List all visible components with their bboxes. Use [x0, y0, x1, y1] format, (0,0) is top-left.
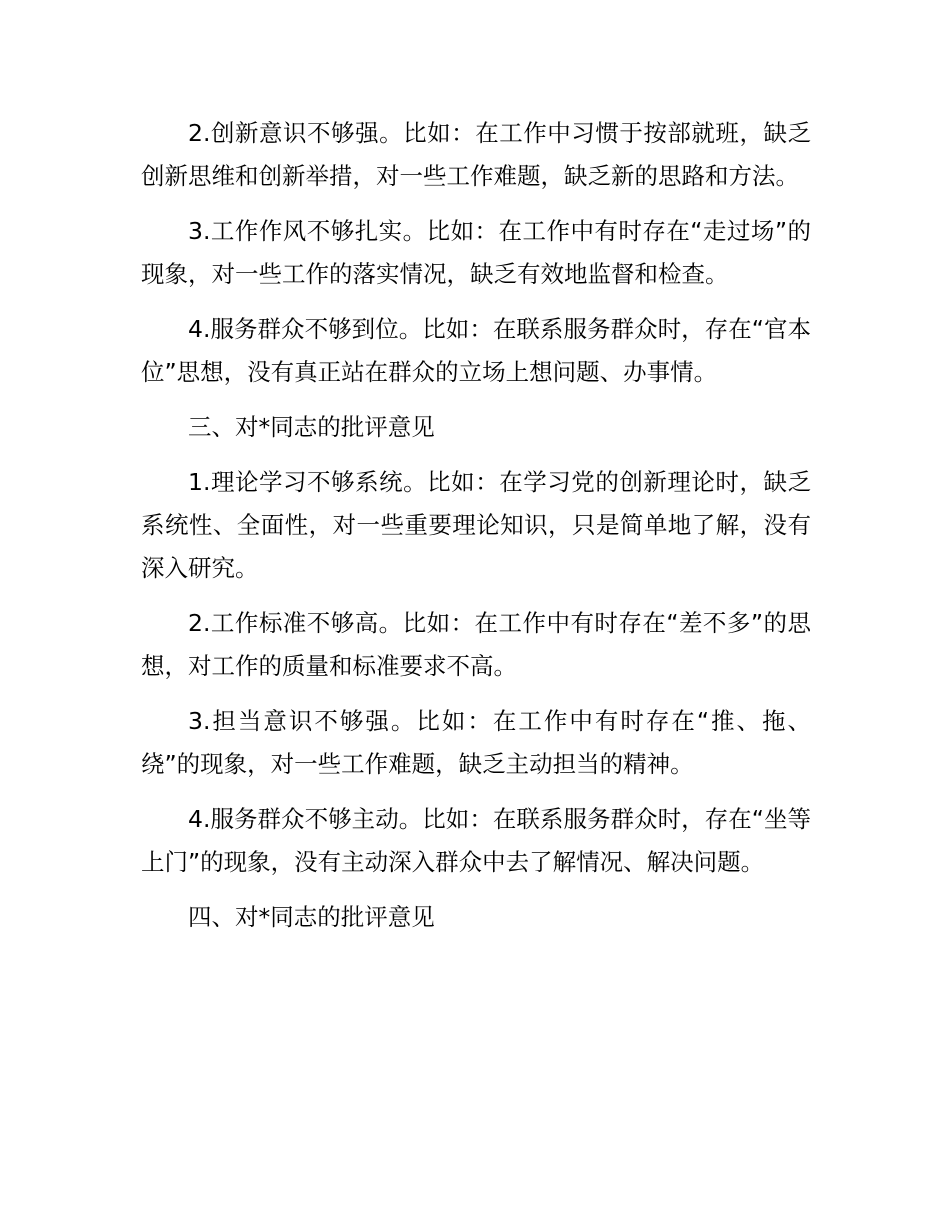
section-heading-3: 三、对*同志的批评意见 — [188, 413, 435, 441]
paragraph-item-1-theory-study: 1.理论学习不够系统。比如：在学习党的创新理论时，缺乏系统性、全面性，对一些重要理论知识，只是简单地了解，没有深入研究。 — [141, 468, 811, 582]
section-heading-4: 四、对*同志的批评意见 — [188, 903, 435, 931]
paragraph-item-4-serving-masses: 4.服务群众不够到位。比如：在联系服务群众时，存在“官本位”思想，没有真正站在群众的立场上想问题、办事情。 — [141, 315, 811, 386]
paragraph-item-2-innovation: 2.创新意识不够强。比如：在工作中习惯于按部就班，缺乏创新思维和创新举措，对一些工作难题，缺乏新的思路和方法。 — [141, 119, 811, 190]
paragraph-item-2-work-standard: 2.工作标准不够高。比如：在工作中有时存在“差不多”的思想，对工作的质量和标准要求不高。 — [141, 609, 811, 680]
document-body — [141, 112, 811, 951]
paragraph-item-4-serving-initiative: 4.服务群众不够主动。比如：在联系服务群众时，存在“坐等上门”的现象，没有主动深入群众中去了解情况、解决问题。 — [141, 805, 811, 876]
paragraph-item-3-responsibility: 3.担当意识不够强。比如：在工作中有时存在“推、拖、绕”的现象，对一些工作难题，缺乏主动担当的精神。 — [141, 707, 811, 778]
paragraph-item-3-work-style: 3.工作作风不够扎实。比如：在工作中有时存在“走过场”的现象，对一些工作的落实情况，缺乏有效地监督和检查。 — [141, 217, 811, 288]
